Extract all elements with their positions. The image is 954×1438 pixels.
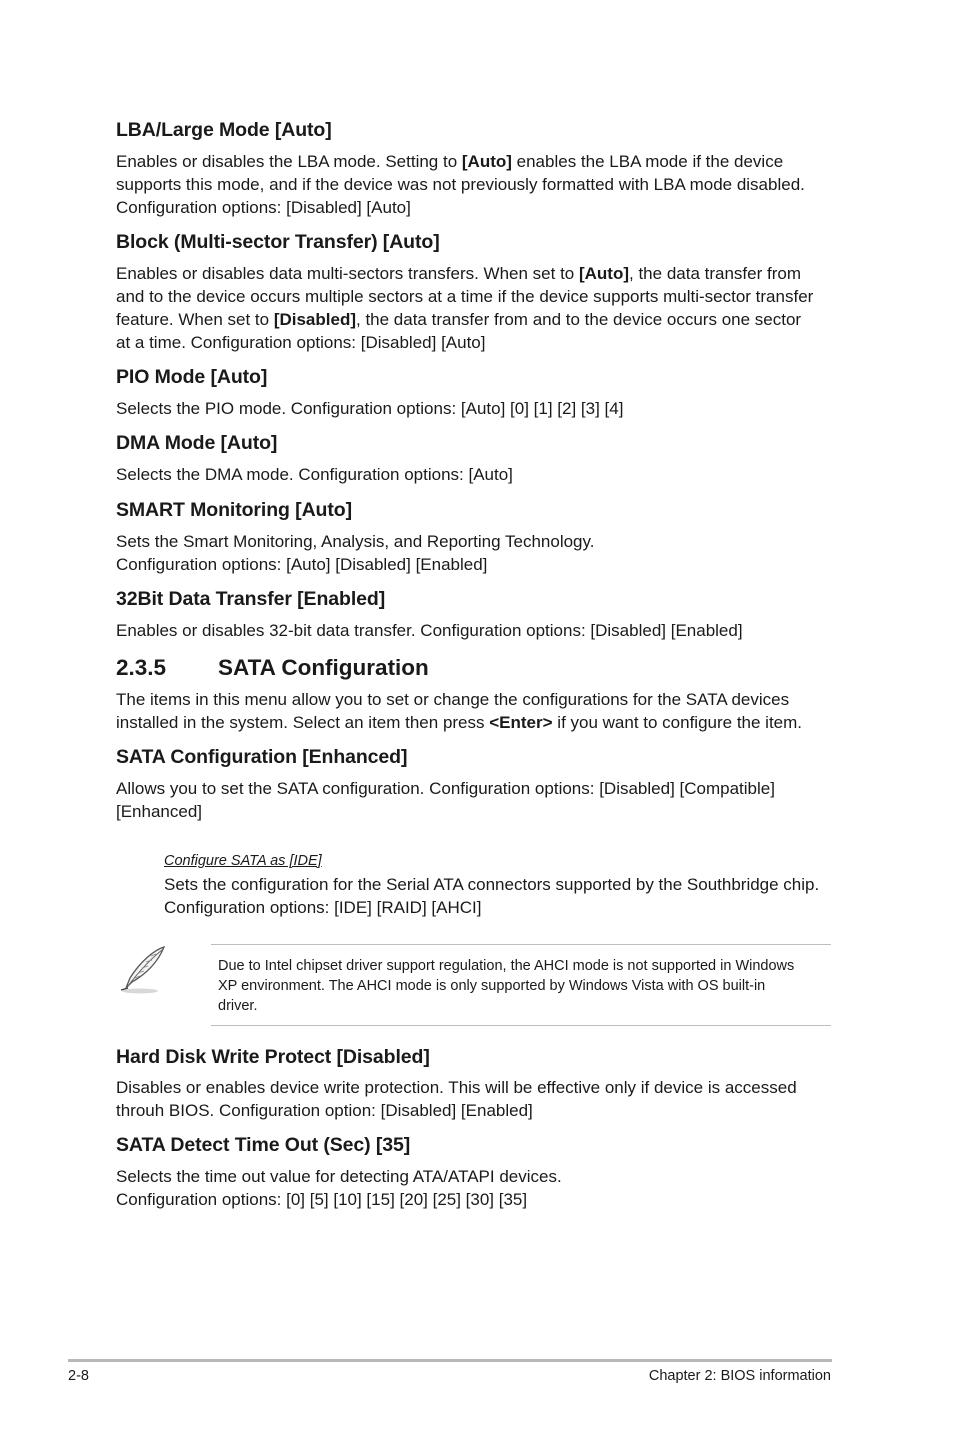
pio-line1: Selects the PIO mode. Configuration options: [Auto] [0] [1] [2] [3] [4] <box>116 399 624 418</box>
sata-section-line2-post: if you want to configure the item. <box>552 713 803 732</box>
bit32-line1: Enables or disables 32-bit data transfer. Configuration options: [Disabled] [Enabled] <box>116 621 743 640</box>
block-line3-bold: [Disabled] <box>273 310 356 329</box>
configure-sata-line1: Sets the configuration for the Serial ATA connectors supported by the Southbridge chip. <box>164 875 820 894</box>
sata-config-heading: SATA Configuration [Enhanced] <box>116 746 408 768</box>
lba-line2: supports this mode, and if the device was not previously formatted with LBA mode disabled. <box>116 175 805 194</box>
32bit-transfer-heading: 32Bit Data Transfer [Enabled] <box>116 588 386 610</box>
lba-line1-bold: [Auto] <box>461 152 512 171</box>
note-box <box>211 944 831 1026</box>
pen-icon <box>118 944 168 994</box>
sata-section-description <box>116 688 836 734</box>
note-line2: XP environment. The AHCI mode is only supported by Windows Vista with OS built-in <box>218 978 766 994</box>
dma-mode-description <box>116 463 836 486</box>
block-transfer-description <box>116 262 836 354</box>
timeout-line1: Selects the time out value for detecting ATA/ATAPI devices. <box>116 1167 562 1186</box>
timeout-line2: Configuration options: [0] [5] [10] [15] [20] [25] [30] [35] <box>116 1190 528 1209</box>
chapter-title: Chapter 2: BIOS information <box>648 1368 831 1384</box>
block-line1-pre: Enables or disables data multi-sectors transfers. When set to <box>116 264 579 283</box>
hdd-line1: Disables or enables device write protection. This will be effective only if device is accessed <box>116 1078 797 1097</box>
note-line1: Due to Intel chipset driver support regulation, the AHCI mode is not supported in Windows <box>218 958 795 974</box>
section-number: 2.3.5 <box>116 655 167 680</box>
block-line2: and to the device occurs multiple sectors at a time if the device supports multi-sector transfer <box>116 287 814 306</box>
hdd-write-protect-description <box>116 1076 836 1122</box>
sata-config-line2: [Enhanced] <box>116 802 203 821</box>
lba-mode-description <box>116 150 836 219</box>
note-line3: driver. <box>218 998 258 1014</box>
sata-timeout-description <box>116 1165 836 1211</box>
configure-sata-description <box>164 873 819 919</box>
sata-section-line2-bold: <Enter> <box>489 713 553 732</box>
configure-sata-line2: Configuration options: [IDE] [RAID] [AHCI] <box>164 898 482 917</box>
sata-config-line1: Allows you to set the SATA configuration. Configuration options: [Disabled] [Compatible] <box>116 779 775 798</box>
dma-mode-heading: DMA Mode [Auto] <box>116 432 278 454</box>
pio-mode-description <box>116 397 836 420</box>
hdd-line2: throuh BIOS. Configuration option: [Disabled] [Enabled] <box>116 1101 533 1120</box>
smart-line2: Configuration options: [Auto] [Disabled] [Enabled] <box>116 555 488 574</box>
block-line1-post: , the data transfer from <box>629 264 801 283</box>
smart-monitoring-description <box>116 530 836 576</box>
pio-mode-heading: PIO Mode [Auto] <box>116 366 268 388</box>
sata-timeout-heading: SATA Detect Time Out (Sec) [35] <box>116 1134 411 1156</box>
sata-section-line1: The items in this menu allow you to set or change the configurations for the SATA devices <box>116 690 790 709</box>
hdd-write-protect-heading: Hard Disk Write Protect [Disabled] <box>116 1046 430 1068</box>
lba-line1-pre: Enables or disables the LBA mode. Setting to <box>116 152 462 171</box>
section-title: SATA Configuration <box>218 655 429 680</box>
block-transfer-heading: Block (Multi-sector Transfer) [Auto] <box>116 231 440 253</box>
configure-sata-label: Configure SATA as [IDE] <box>164 853 322 869</box>
smart-monitoring-heading: SMART Monitoring [Auto] <box>116 499 352 521</box>
sata-configuration-section-heading <box>116 655 429 681</box>
block-line3-post: , the data transfer from and to the device occurs one sector <box>356 310 802 329</box>
32bit-transfer-description <box>116 619 836 642</box>
sata-config-description <box>116 777 836 823</box>
lba-mode-heading: LBA/Large Mode [Auto] <box>116 119 332 141</box>
smart-line1: Sets the Smart Monitoring, Analysis, and Reporting Technology. <box>116 532 595 551</box>
block-line4: at a time. Configuration options: [Disabled] [Auto] <box>116 333 486 352</box>
page-number: 2-8 <box>68 1368 89 1384</box>
sata-section-line2-pre: installed in the system. Select an item then press <box>116 713 490 732</box>
lba-line3: Configuration options: [Disabled] [Auto] <box>116 198 411 217</box>
lba-line1-post: enables the LBA mode if the device <box>511 152 784 171</box>
footer-divider <box>68 1359 832 1362</box>
dma-line1: Selects the DMA mode. Configuration options: [Auto] <box>116 465 513 484</box>
note-text <box>218 956 794 1016</box>
block-line3-pre: feature. When set to <box>116 310 274 329</box>
block-line1-bold: [Auto] <box>578 264 630 283</box>
